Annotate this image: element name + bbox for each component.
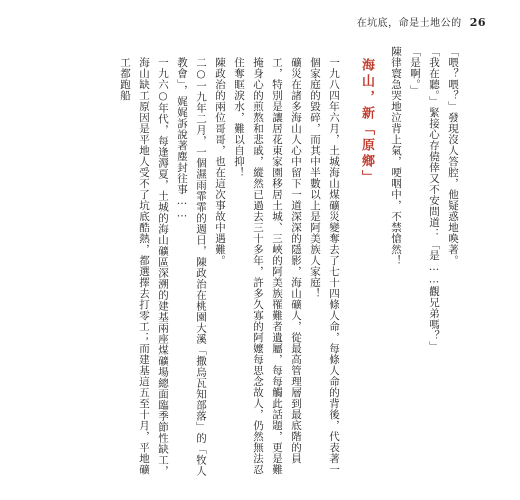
running-header xyxy=(357,14,486,29)
vertical-text-page xyxy=(42,46,462,476)
dialogue-line: 陳律寰急哭地泣背上氣，哽咽中，不禁愴然！ xyxy=(390,46,402,266)
running-title: 在坑底，命是土地公的 xyxy=(356,18,462,29)
body-paragraph: 一九六○年代，每逢溽夏，土城的海山礦區深溯的建基兩座煤礦場總面臨季節性缺工，海山缺工原因是平地人受不了坑底酷熱，都選擇去打零工；而建基這五至十月，平地礦工都跑船 xyxy=(119,56,169,476)
body-paragraph: 礦災在諸多海山人心中留下一道深深的隱影，海山礦人，從最高管理層到最底階的員工，特別是讓居花東家園移居土城、三峽的阿美族罹難者遺屬，每每觸此話題，更是難掩身心的煎熬和悲戚，縱然已過去三十多年，許多久寡的阿嬤每思念故人，仍然無法忍住奪眶淚水，難以自抑！ xyxy=(233,56,302,475)
body-paragraph: 陳政治的兩位哥哥，也在這次事故中遇難。 xyxy=(214,56,226,266)
page-number: 26 xyxy=(469,16,486,29)
section-heading: 海山，新「原鄉」 xyxy=(359,58,374,186)
dialogue-line: 「喂？喂？」發現沒人答腔，他疑惑地喚著。 xyxy=(447,46,459,266)
body-paragraph: 二○一九年二月，一個濕雨霏霏的週日，陳政治在桃園大溪「撒烏瓦知部落」的「牧人教會」，娓娓訴說著塵封往事…… xyxy=(176,56,207,476)
dialogue-line: 「是啊。」 xyxy=(409,46,421,96)
body-paragraph: 一九八四年六月，土城海山煤礦災變奪去了七十四條人命，每條人命的背後，代表著一個家庭的毀碎，而其中半數以上是阿美族人家庭！ xyxy=(309,56,340,475)
dialogue-line: 「我在聽。」緊接心存僥倖又不安問道：「是……觀兄弟嗎？」 xyxy=(428,46,440,352)
